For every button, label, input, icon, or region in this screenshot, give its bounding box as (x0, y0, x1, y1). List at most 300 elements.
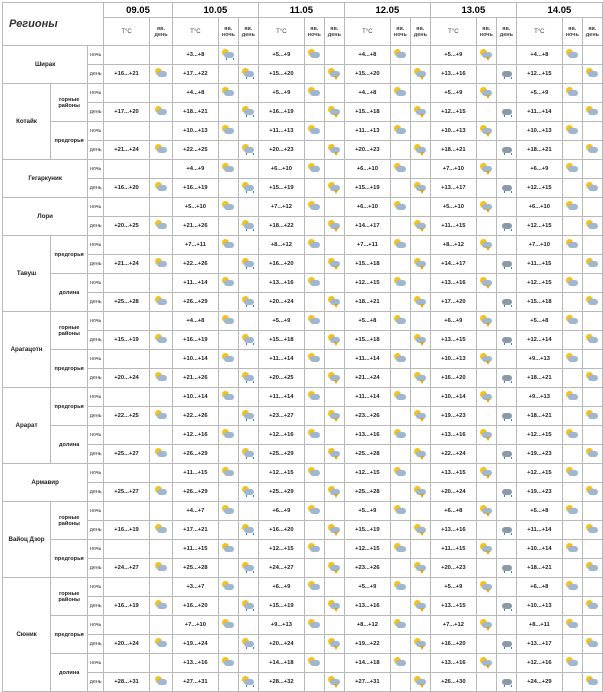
temperature-cell: +21...+24 (104, 255, 150, 274)
day-label: день (241, 31, 256, 38)
table-row (3, 369, 603, 388)
temperature-cell: +15...+18 (344, 255, 390, 274)
phenomenon-day-cell (582, 331, 602, 350)
phenomenon-night-cell (390, 217, 410, 236)
temperature-cell (104, 540, 150, 559)
phenomenon-day-cell (238, 236, 258, 255)
phenomenon-day-cell (238, 179, 258, 198)
table-row (3, 122, 603, 141)
time-of-day: день (88, 597, 104, 616)
thunderstorm-icon (327, 258, 341, 269)
phenomenon-night-cell (304, 369, 324, 388)
thunderstorm-icon (413, 372, 427, 383)
partly-cloudy-icon (307, 163, 321, 174)
phenomenon-night-cell (476, 559, 496, 578)
partly-cloudy-icon (154, 68, 168, 79)
phenomenon-day-cell (582, 540, 602, 559)
phenomenon-day-cell (410, 84, 430, 103)
phenomenon-night-cell (476, 388, 496, 407)
sun-cloud-rain-icon (241, 524, 255, 535)
phenomenon-night-cell (562, 312, 582, 331)
phenomenon-day-cell (410, 369, 430, 388)
phenomenon-day-cell (324, 255, 344, 274)
partly-cloudy-icon (585, 410, 599, 421)
temperature-cell: +12...+15 (258, 540, 304, 559)
phenomenon-night-cell (390, 141, 410, 160)
table-row (3, 198, 603, 217)
temperature-cell: +11...+14 (258, 350, 304, 369)
phenomenon-day-cell (582, 160, 602, 179)
table-row (3, 103, 603, 122)
phenomenon-day-cell (496, 46, 516, 65)
phenomenon-night-cell (390, 426, 410, 445)
phenomenon-night-cell (476, 217, 496, 236)
phenomenon-day-cell (238, 635, 258, 654)
temperature-cell: +15...+19 (258, 179, 304, 198)
temperature-cell: +4...+8 (516, 46, 562, 65)
temperature-cell: +12...+15 (344, 540, 390, 559)
phenomenon-day-cell (496, 426, 516, 445)
temperature-cell: +19...+23 (516, 445, 562, 464)
temperature-cell: +8...+12 (258, 236, 304, 255)
partly-cloudy-icon (154, 600, 168, 611)
time-of-day: день (88, 293, 104, 312)
partly-cloudy-icon (585, 448, 599, 459)
temperature-cell: +6...+8 (430, 502, 476, 521)
phenomenon-day-cell (496, 179, 516, 198)
phenomenon-night-cell (218, 616, 238, 635)
temperature-cell: +10...+14 (516, 540, 562, 559)
partly-cloudy-icon (565, 163, 579, 174)
phenomenon-day-cell (238, 426, 258, 445)
phenomenon-day-cell (324, 616, 344, 635)
partly-cloudy-icon (221, 239, 235, 250)
temperature-cell: +16...+19 (172, 331, 218, 350)
phenomenon-cell (150, 559, 173, 578)
phenomenon-night-cell (562, 103, 582, 122)
table-row (3, 179, 603, 198)
phenomenon-day-cell (238, 654, 258, 673)
time-of-day: день (88, 331, 104, 350)
phenomenon-night-cell (390, 540, 410, 559)
phenomenon-night-cell (218, 217, 238, 236)
thunderstorm-icon (413, 676, 427, 687)
phenomenon-night-cell (562, 179, 582, 198)
temperature-cell (104, 426, 150, 445)
partly-cloudy-icon (307, 391, 321, 402)
thunderstorm-icon (479, 619, 493, 630)
temperature-cell: +21...+24 (104, 141, 150, 160)
thunderstorm-icon (413, 524, 427, 535)
partly-cloudy-icon (393, 201, 407, 212)
phenomenon-day-cell (324, 84, 344, 103)
phenomenon-night-cell (390, 293, 410, 312)
partly-cloudy-icon (154, 562, 168, 573)
phenomenon-night-cell (218, 179, 238, 198)
time-of-day: ночь (88, 464, 104, 483)
temperature-cell: +20...+23 (258, 141, 304, 160)
phenomenon-cell (150, 521, 173, 540)
sun-cloud-rain-icon (241, 182, 255, 193)
phenomenon-night-cell (304, 217, 324, 236)
phenomenon-day-cell (238, 616, 258, 635)
phenomenon-day-cell (324, 388, 344, 407)
phenomenon-day-cell (496, 255, 516, 274)
rain-cloud-icon (499, 68, 513, 79)
phenom-day-header (496, 18, 516, 46)
phenomenon-cell (150, 578, 173, 597)
partly-cloudy-icon (393, 429, 407, 440)
phenomenon-night-cell (390, 559, 410, 578)
phenomenon-night-cell (476, 160, 496, 179)
phenom-night-header (304, 18, 324, 46)
partly-cloudy-icon (585, 676, 599, 687)
phenomenon-night-cell (218, 578, 238, 597)
phenomenon-night-cell (562, 65, 582, 84)
table-row (3, 483, 603, 502)
zone-name: горные районы (51, 502, 88, 540)
temperature-cell (104, 654, 150, 673)
phenomenon-day-cell (410, 426, 430, 445)
temp-col-header: T°C (344, 18, 390, 46)
temperature-cell (104, 236, 150, 255)
rain-cloud-icon (499, 562, 513, 573)
phenomenon-night-cell (390, 236, 410, 255)
phenomenon-night-cell (390, 597, 410, 616)
partly-cloudy-icon (393, 239, 407, 250)
partly-cloudy-icon (393, 87, 407, 98)
temperature-cell: +13...+16 (430, 274, 476, 293)
phenomenon-day-cell (582, 635, 602, 654)
table-row (3, 407, 603, 426)
night-label: ночь (307, 31, 321, 38)
phenomenon-day-cell (582, 483, 602, 502)
temperature-cell: +25...+27 (104, 483, 150, 502)
region-name: Арарат (3, 388, 51, 464)
temperature-cell: +5...+8 (344, 312, 390, 331)
phenomenon-night-cell (390, 312, 410, 331)
phenomenon-night-cell (476, 236, 496, 255)
phenomenon-night-cell (390, 65, 410, 84)
temperature-cell: +4...+8 (344, 46, 390, 65)
partly-cloudy-icon (307, 581, 321, 592)
phenomenon-night-cell (218, 521, 238, 540)
partly-cloudy-icon (393, 163, 407, 174)
partly-cloudy-icon (585, 144, 599, 155)
temperature-cell: +12...+15 (430, 103, 476, 122)
thunderstorm-icon (413, 220, 427, 231)
temperature-cell: +11...+15 (172, 464, 218, 483)
temperature-cell: +4...+7 (172, 502, 218, 521)
partly-cloudy-icon (565, 391, 579, 402)
rain-cloud-icon (499, 106, 513, 117)
regions-header: Регионы (3, 3, 104, 46)
temperature-cell: +12...+15 (344, 274, 390, 293)
phenomenon-night-cell (476, 464, 496, 483)
temperature-cell: +16...+19 (258, 103, 304, 122)
phenomenon-day-cell (582, 84, 602, 103)
partly-cloudy-icon (393, 353, 407, 364)
phenomenon-day-cell (496, 65, 516, 84)
phenomenon-cell (150, 65, 173, 84)
partly-cloudy-icon (585, 600, 599, 611)
phenomenon-day-cell (496, 673, 516, 692)
sun-cloud-rain-icon (241, 600, 255, 611)
temperature-cell: +12...+15 (516, 274, 562, 293)
phenomenon-day-cell (324, 464, 344, 483)
temperature-cell: +20...+24 (258, 293, 304, 312)
time-of-day: ночь (88, 312, 104, 331)
phenomenon-night-cell (390, 179, 410, 198)
temperature-cell (104, 616, 150, 635)
phenomenon-day-cell (496, 217, 516, 236)
thunderstorm-icon (327, 106, 341, 117)
temperature-cell: +16...+20 (430, 635, 476, 654)
temperature-cell: +18...+22 (258, 217, 304, 236)
phenomenon-day-cell (324, 445, 344, 464)
time-of-day: день (88, 407, 104, 426)
partly-cloudy-icon (221, 581, 235, 592)
phenomenon-cell (150, 236, 173, 255)
temperature-cell: +13...+15 (430, 464, 476, 483)
phenomenon-cell (150, 616, 173, 635)
phenomenon-day-cell (238, 559, 258, 578)
sun-cloud-rain-icon (241, 258, 255, 269)
thunderstorm-icon (479, 49, 493, 60)
thunderstorm-icon (327, 182, 341, 193)
temperature-cell: +22...+24 (430, 445, 476, 464)
partly-cloudy-icon (393, 277, 407, 288)
temperature-cell: +18...+21 (516, 407, 562, 426)
phenomenon-day-cell (324, 236, 344, 255)
temperature-cell: +12...+15 (516, 179, 562, 198)
phenomenon-night-cell (304, 635, 324, 654)
phenomenon-night-cell (218, 426, 238, 445)
partly-cloudy-icon (221, 163, 235, 174)
phenomenon-night-cell (218, 597, 238, 616)
temperature-cell: +24...+27 (104, 559, 150, 578)
day-label: день (585, 31, 600, 38)
thunderstorm-icon (327, 600, 341, 611)
temperature-cell: +19...+23 (516, 483, 562, 502)
night-label: ночь (221, 31, 235, 38)
phenomenon-cell (150, 350, 173, 369)
temperature-cell: +16...+20 (430, 369, 476, 388)
phenomenon-night-cell (390, 350, 410, 369)
temperature-cell: +25...+28 (344, 445, 390, 464)
temperature-cell: +28...+31 (104, 673, 150, 692)
zone-name: предгорья (51, 236, 88, 274)
table-row (3, 65, 603, 84)
time-of-day: день (88, 255, 104, 274)
rain-cloud-icon (499, 334, 513, 345)
phenomenon-night-cell (304, 179, 324, 198)
phenomenon-day-cell (410, 331, 430, 350)
phenomenon-night-cell (304, 464, 324, 483)
temperature-cell: +11...+15 (430, 540, 476, 559)
phenomenon-day-cell (496, 160, 516, 179)
temperature-cell: +5...+10 (430, 198, 476, 217)
phenomenon-day-cell (410, 616, 430, 635)
table-row (3, 445, 603, 464)
temperature-cell: +11...+15 (430, 217, 476, 236)
phenom-col-header (150, 18, 173, 46)
partly-cloudy-icon (565, 315, 579, 326)
temperature-cell: +20...+23 (344, 141, 390, 160)
time-of-day: ночь (88, 236, 104, 255)
temperature-cell: +7...+12 (430, 616, 476, 635)
partly-cloudy-icon (221, 201, 235, 212)
phenomenon-day-cell (238, 312, 258, 331)
phenomenon-night-cell (390, 578, 410, 597)
temperature-cell: +22...+26 (172, 255, 218, 274)
phenomenon-night-cell (562, 369, 582, 388)
table-row (3, 350, 603, 369)
table-row (3, 255, 603, 274)
table-row (3, 293, 603, 312)
temp-col-header: T°C (430, 18, 476, 46)
phenomenon-day-cell (582, 559, 602, 578)
region-name: Тавуш (3, 236, 51, 312)
phenomenon-cell (150, 369, 173, 388)
region-name: Сюник (3, 578, 51, 692)
region-name: Армавир (3, 464, 88, 502)
phenomenon-day-cell (496, 369, 516, 388)
phenomenon-day-cell (324, 331, 344, 350)
time-of-day: день (88, 673, 104, 692)
phenomenon-day-cell (238, 65, 258, 84)
thunderstorm-icon (479, 201, 493, 212)
temperature-cell: +7...+10 (172, 616, 218, 635)
thunderstorm-icon (413, 410, 427, 421)
phenomenon-night-cell (304, 293, 324, 312)
phenomenon-day-cell (582, 597, 602, 616)
phenomenon-day-cell (582, 293, 602, 312)
temperature-cell: +14...+17 (344, 217, 390, 236)
phenomenon-day-cell (324, 483, 344, 502)
phenomenon-night-cell (476, 103, 496, 122)
temperature-cell: +7...+10 (516, 236, 562, 255)
phenomenon-night-cell (390, 407, 410, 426)
phenomenon-day-cell (410, 350, 430, 369)
partly-cloudy-icon (565, 353, 579, 364)
phenomenon-day-cell (582, 369, 602, 388)
temperature-cell: +15...+18 (258, 331, 304, 350)
temperature-cell: +25...+28 (104, 293, 150, 312)
time-of-day: ночь (88, 616, 104, 635)
phenomenon-cell (150, 483, 173, 502)
phenomenon-night-cell (390, 103, 410, 122)
phenomenon-night-cell (562, 635, 582, 654)
partly-cloudy-icon (393, 467, 407, 478)
phenomenon-day-cell (496, 122, 516, 141)
time-of-day: день (88, 179, 104, 198)
phenomenon-night-cell (390, 673, 410, 692)
phenomenon-day-cell (238, 388, 258, 407)
phenomenon-day-cell (410, 65, 430, 84)
thunderstorm-icon (327, 334, 341, 345)
thunderstorm-icon (479, 543, 493, 554)
sun-cloud-rain-icon (241, 220, 255, 231)
phenomenon-night-cell (390, 369, 410, 388)
partly-cloudy-icon (307, 239, 321, 250)
phenomenon-night-cell (304, 103, 324, 122)
phenom-label: яв. (416, 25, 425, 32)
phenomenon-day-cell (496, 483, 516, 502)
temperature-cell: +10...+13 (430, 122, 476, 141)
temperature-cell: +11...+13 (258, 122, 304, 141)
phenomenon-night-cell (218, 350, 238, 369)
zone-name: долина (51, 654, 88, 692)
time-of-day: ночь (88, 540, 104, 559)
thunderstorm-icon (479, 657, 493, 668)
temperature-cell: +14...+17 (430, 255, 476, 274)
phenomenon-night-cell (562, 46, 582, 65)
phenomenon-night-cell (304, 521, 324, 540)
phenomenon-night-cell (562, 236, 582, 255)
phenomenon-day-cell (582, 179, 602, 198)
temperature-cell: +12...+16 (172, 426, 218, 445)
phenomenon-day-cell (238, 578, 258, 597)
phenomenon-night-cell (476, 84, 496, 103)
phenomenon-day-cell (324, 122, 344, 141)
phenomenon-day-cell (582, 350, 602, 369)
phenom-night-header (476, 18, 496, 46)
phenomenon-night-cell (218, 673, 238, 692)
partly-cloudy-icon (221, 619, 235, 630)
phenomenon-night-cell (304, 407, 324, 426)
phenomenon-day-cell (324, 502, 344, 521)
phenom-label: яв. (310, 25, 319, 32)
phenomenon-day-cell (410, 464, 430, 483)
phenomenon-day-cell (238, 84, 258, 103)
partly-cloudy-icon (307, 277, 321, 288)
phenomenon-night-cell (562, 426, 582, 445)
phenomenon-night-cell (390, 616, 410, 635)
temperature-cell: +15...+19 (258, 597, 304, 616)
phenomenon-night-cell (476, 654, 496, 673)
sun-cloud-rain-icon (241, 448, 255, 459)
phenomenon-day-cell (410, 635, 430, 654)
phenomenon-day-cell (238, 46, 258, 65)
time-of-day: день (88, 559, 104, 578)
partly-cloudy-icon (393, 657, 407, 668)
phenomenon-night-cell (218, 274, 238, 293)
temperature-cell: +16...+20 (258, 255, 304, 274)
phenomenon-night-cell (390, 388, 410, 407)
temperature-cell: +6...+10 (516, 198, 562, 217)
temperature-cell: +5...+9 (258, 46, 304, 65)
phenomenon-night-cell (304, 350, 324, 369)
sun-cloud-rain-icon (241, 562, 255, 573)
temperature-cell: +7...+10 (430, 160, 476, 179)
phenomenon-night-cell (390, 502, 410, 521)
partly-cloudy-icon (221, 505, 235, 516)
partly-cloudy-icon (221, 657, 235, 668)
thunderstorm-icon (327, 68, 341, 79)
phenomenon-night-cell (562, 483, 582, 502)
temperature-cell: +22...+25 (172, 141, 218, 160)
phenomenon-cell (150, 635, 173, 654)
phenomenon-day-cell (582, 65, 602, 84)
temperature-cell: +6...+8 (516, 578, 562, 597)
phenomenon-day-cell (324, 654, 344, 673)
phenomenon-cell (150, 46, 173, 65)
phenom-label: яв. (482, 25, 491, 32)
rain-cloud-icon (499, 486, 513, 497)
rain-cloud-icon (499, 410, 513, 421)
thunderstorm-icon (479, 239, 493, 250)
